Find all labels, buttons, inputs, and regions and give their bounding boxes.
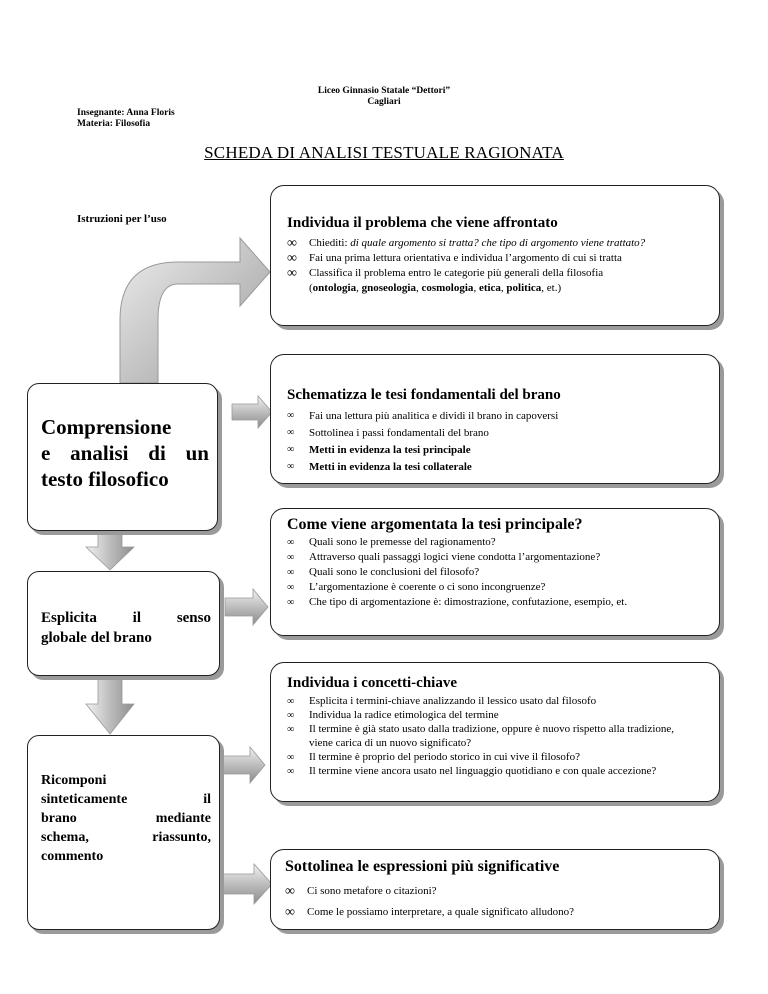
list-item: ∞ Come le possiamo interpretare, a quale significato alludono?	[285, 902, 711, 923]
arrow-right-espressioni	[222, 864, 272, 904]
list-item: ∞ L’argomentazione è coerente o ci sono incongruenze?	[287, 581, 546, 593]
list-item: ∞ Il termine è proprio del periodo storico in cui vive il filosofo?	[287, 751, 580, 763]
infinity-bullet-icon: ∞	[285, 905, 295, 920]
ricomponi-line: sinteticamente il	[41, 792, 211, 807]
subject-line: Materia: Filosofia	[77, 119, 151, 129]
school-name	[0, 86, 768, 108]
infinity-bullet-icon: ∞	[285, 884, 295, 899]
infinity-bullet-icon: ∞	[287, 696, 295, 707]
arrow-down-1	[86, 532, 134, 570]
list-item: ∞ Sottolinea i passi fondamentali del brano	[287, 427, 489, 439]
arrow-right-argomentata	[225, 589, 268, 625]
esplicita-line: Esplicita il senso	[41, 610, 211, 626]
infinity-bullet-icon: ∞	[287, 236, 297, 251]
concetti-box	[270, 662, 720, 802]
infinity-bullet-icon: ∞	[287, 710, 295, 721]
espressioni-title: Sottolinea le espressioni più significative	[285, 858, 560, 875]
page-title: SCHEDA DI ANALISI TESTUALE RAGIONATA	[204, 143, 564, 162]
tesi-title: Schematizza le tesi fondamentali del brano	[287, 387, 561, 403]
teacher-info	[77, 108, 175, 130]
list-item: ∞ Metti in evidenza la tesi principale	[287, 444, 471, 456]
ricomponi-line: brano mediante	[41, 811, 211, 826]
infinity-bullet-icon: ∞	[287, 427, 295, 438]
concetti-list	[287, 694, 711, 778]
instructions-label: Istruzioni per l’uso	[77, 213, 167, 225]
school-line2: Cagliari	[367, 97, 401, 107]
categories-line: (ontologia, gnoseologia, cosmologia, etica, politica, et.)	[309, 282, 562, 294]
problema-box	[270, 185, 720, 326]
esplicita-box	[27, 571, 220, 676]
problema-title: Individua il problema che viene affrontato	[287, 215, 558, 231]
infinity-bullet-icon: ∞	[287, 766, 295, 777]
infinity-bullet-icon: ∞	[287, 266, 297, 281]
comprensione-line: testo filosofico	[41, 467, 169, 491]
list-item: ∞ Il termine viene ancora usato nel linguaggio quotidiano e con quale accezione?	[287, 765, 657, 777]
list-item: ∞ Chiediti: di quale argomento si tratta? che tipo di argomento viene trattato?	[287, 236, 646, 251]
infinity-bullet-icon: ∞	[287, 752, 295, 763]
list-item: ∞ Individua la radice etimologica del termine	[287, 709, 499, 721]
ricomponi-line: Ricomponi	[41, 773, 107, 788]
infinity-bullet-icon: ∞	[287, 724, 295, 735]
comprensione-box	[27, 383, 218, 531]
infinity-bullet-icon: ∞	[287, 582, 295, 593]
arrow-right-tesi	[232, 396, 272, 428]
tesi-box	[270, 354, 720, 484]
argomentata-box	[270, 508, 720, 636]
list-item: ∞ Il termine è già stato usato dalla tradizione, oppure è nuovo rispetto alla tradizione, viene carica di un nuovo significato?	[287, 723, 675, 749]
list-item: ∞ Quali sono le premesse del ragionamento?	[287, 536, 496, 548]
espressioni-list	[285, 881, 711, 923]
list-item: ∞ Che tipo di argomentazione è: dimostrazione, confutazione, esempio, et.	[287, 596, 628, 608]
infinity-bullet-icon: ∞	[287, 410, 295, 421]
infinity-bullet-icon: ∞	[287, 597, 295, 608]
tesi-list	[287, 408, 711, 476]
concetti-title: Individua i concetti-chiave	[287, 675, 458, 691]
list-item: ∞ Fai una prima lettura orientativa e individua l’argomento di cui si tratta	[287, 251, 622, 266]
school-line1: Liceo Ginnasio Statale “Dettori”	[317, 86, 451, 96]
argomentata-list	[287, 535, 711, 610]
list-item: ∞ Quali sono le conclusioni del filosofo?	[287, 566, 480, 578]
ricomponi-box	[27, 735, 220, 930]
comprensione-line: e analisi di un	[41, 441, 209, 465]
list-item: ∞ Ci sono metafore o citazioni?	[285, 881, 711, 902]
infinity-bullet-icon: ∞	[287, 567, 295, 578]
curved-arrow	[120, 238, 270, 383]
ricomponi-line: schema, riassunto,	[41, 830, 211, 845]
list-item: ∞ Attraverso quali passaggi logici viene condotta l’argomentazione?	[287, 551, 601, 563]
infinity-bullet-icon: ∞	[287, 461, 295, 472]
list-item: ∞ Metti in evidenza la tesi collaterale	[287, 461, 472, 473]
comprensione-line: Comprensione	[41, 415, 172, 439]
arrow-right-concetti	[222, 747, 265, 783]
arrow-down-2	[86, 676, 134, 734]
argomentata-title: Come viene argomentata la tesi principale?	[287, 516, 583, 533]
infinity-bullet-icon: ∞	[287, 444, 295, 455]
list-item: ∞ Fai una lettura più analitica e dividi il brano in capoversi	[287, 410, 559, 422]
infinity-bullet-icon: ∞	[287, 552, 295, 563]
teacher-line: Insegnante: Anna Floris	[77, 108, 175, 118]
problema-list	[287, 236, 711, 296]
espressioni-box	[270, 849, 720, 930]
infinity-bullet-icon: ∞	[287, 537, 295, 548]
ricomponi-line: commento	[41, 849, 104, 864]
esplicita-line: globale del brano	[41, 630, 152, 646]
list-item: ∞ Esplicita i termini-chiave analizzando il lessico usato dal filosofo	[287, 695, 597, 707]
list-item: ∞ Classifica il problema entro le categorie più generali della filosofia (ontologia, gnoseologia, cosmologia, etica, politica, et.)	[287, 266, 604, 294]
infinity-bullet-icon: ∞	[287, 251, 297, 266]
